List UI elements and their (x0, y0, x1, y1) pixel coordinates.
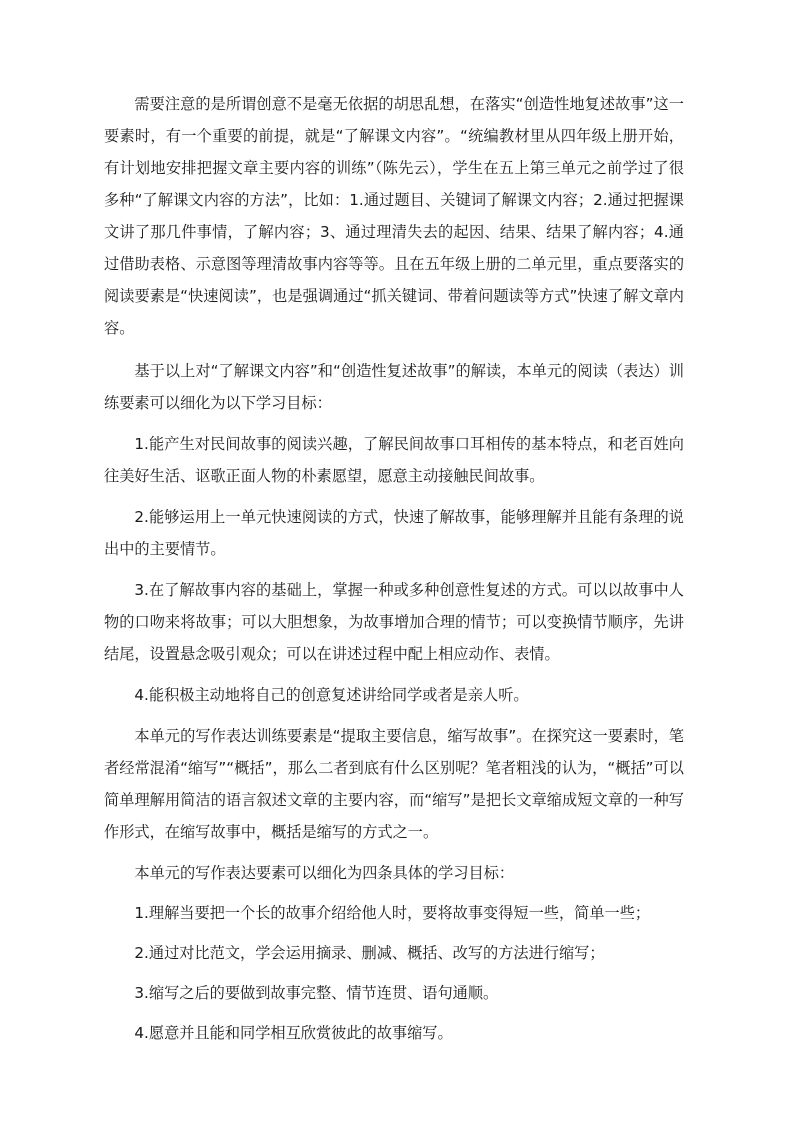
paragraph-writing-element: 本单元的写作表达训练要素是“提取主要信息，缩写故事”。在探究这一要素时，笔者经常混淆“缩写”“概括”，那么二者到底有什么区别呢？笔者粗浅的认为，“概括”可以简单理解用简洁的语言叙述文章的主要内容，而“缩写”是把长文章缩成短文章的一种写作形式，在缩写故事中，概括是缩写的方式之一。 (104, 727, 684, 841)
paragraph-creative-retelling-premise: 需要注意的是所谓创意不是毫无依据的胡思乱想，在落实“创造性地复述故事”这一要素时，有一个重要的前提，就是“了解课文内容”。“统编教材里从四年级上册开始，有计划地安排把握文章主要内容的训练”（陈先云），学生在五上第三单元之前学过了很多种“了解课文内容的方法”，比如：1.通过题目、关键词了解课文内容；2.通过把握课文讲了那几件事情，了解内容；3、通过理清失去的起因、结果、结果了解内容；4.通过借助表格、示意图等理清故事内容等等。且在五年级上册的二单元里，重点要落实的阅读要素是“快速阅读”，也是强调通过“抓关键词、带着问题读等方式”快速了解文章内容。 (104, 95, 684, 337)
reading-goal-4: 4.能积极主动地将自己的创意复述讲给同学或者是亲人听。 (134, 686, 529, 704)
paragraph-writing-goals-intro: 本单元的写作表达要素可以细化为四条具体的学习目标： (134, 864, 515, 882)
writing-goal-1: 1.理解当要把一个长的故事介绍给他人时，要将故事变得短一些，简单一些； (134, 904, 651, 922)
reading-goal-3: 3.在了解故事内容的基础上，掌握一种或多种创意性复述的方式。可以以故事中人物的口吻来将故事；可以大胆想象，为故事增加合理的情节；可以变换情节顺序，先讲结尾，设置悬念吸引观众；可以在讲述过程中配上相应动作、表情。 (104, 581, 684, 663)
writing-goal-3: 3.缩写之后的要做到故事完整、情节连贯、语句通顺。 (134, 984, 499, 1002)
reading-goal-1: 1.能产生对民间故事的阅读兴趣，了解民间故事口耳相传的基本特点，和老百姓向往美好生活、讴歌正面人物的朴素愿望，愿意主动接触民间故事。 (104, 435, 684, 485)
writing-goal-2: 2.通过对比范文，学会运用摘录、删减、概括、改写的方法进行缩写； (134, 944, 605, 962)
reading-goal-2: 2.能够运用上一单元快速阅读的方式，快速了解故事，能够理解并且能有条理的说出中的主要情节。 (104, 508, 684, 558)
paragraph-reading-goals-intro: 基于以上对“了解课文内容”和“创造性复述故事”的解读，本单元的阅读（表达）训练要素可以细化为以下学习目标： (104, 362, 684, 412)
writing-goal-4: 4.愿意并且能和同学相互欣赏彼此的故事缩写。 (134, 1024, 453, 1042)
